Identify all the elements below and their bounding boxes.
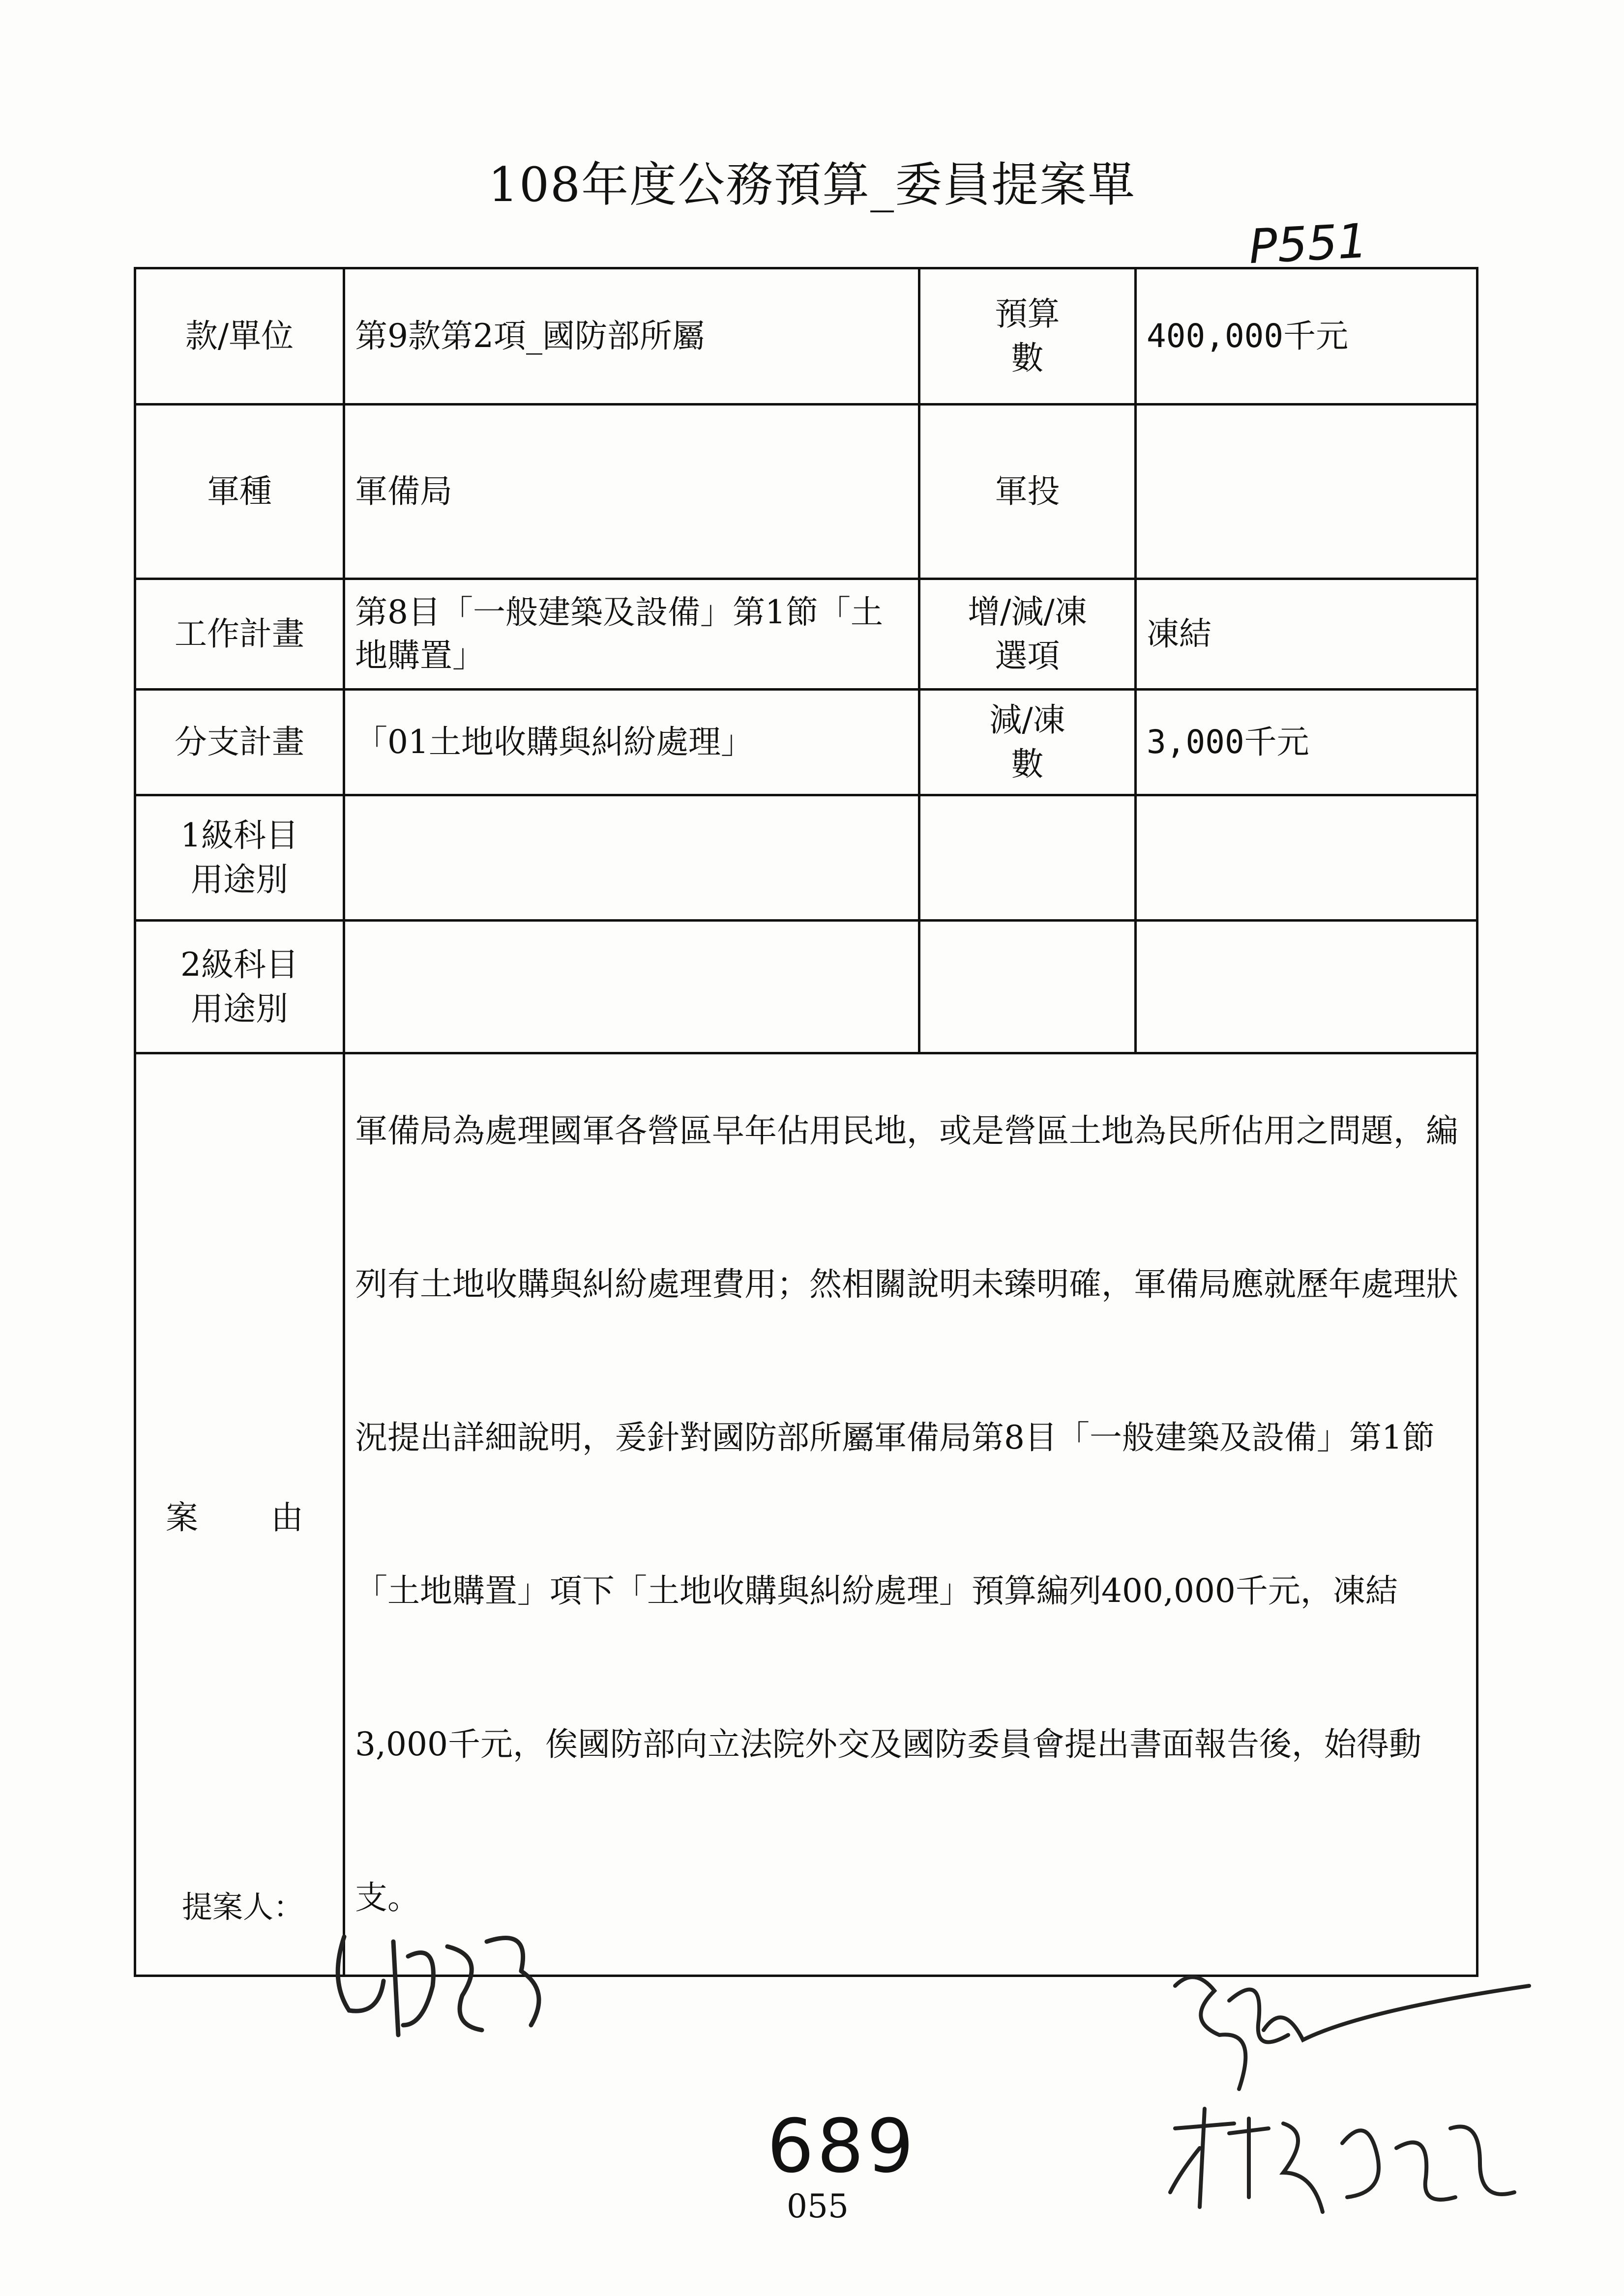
form-row <box>135 921 1477 1053</box>
row-label: 1級科目 用途別 <box>135 795 344 921</box>
proposal-form-table <box>134 267 1478 1977</box>
form-row <box>135 795 1477 921</box>
right-label <box>919 921 1136 1053</box>
handwritten-reference: P551 <box>1247 213 1369 275</box>
reason-row <box>135 1053 1477 1976</box>
right-value <box>1136 921 1477 1053</box>
right-value <box>1136 405 1477 579</box>
reason-label <box>135 1053 344 1976</box>
signature-1 <box>325 1897 570 2045</box>
right-label: 預算 數 <box>919 268 1136 405</box>
right-value: 3,000千元 <box>1136 690 1477 795</box>
right-label: 增/減/凍 選項 <box>919 579 1136 690</box>
right-value: 凍結 <box>1136 579 1477 690</box>
reason-text: 軍備局為處理國軍各營區早年佔用民地，或是營區土地為民所佔用之問題，編列有土地收購與糾紛處理費用；然相關說明未臻明確，軍備局應就歷年處理狀況提出詳細說明，爰針對國防部所屬軍備局第8目「一般建築及設備」第1節「土地購置」項下「土地收購與糾紛處理」預算編列400,000千元，凍結3,000千元，俟國防部向立法院外交及國防委員會提出書面報告後，始得動支。 <box>344 1053 1477 1976</box>
right-label: 軍投 <box>919 405 1136 579</box>
row-value: 「01土地收購與糾紛處理」 <box>344 690 919 795</box>
right-label <box>919 795 1136 921</box>
signature-3 <box>1165 2089 1568 2237</box>
row-value: 軍備局 <box>344 405 919 579</box>
row-value: 第9款第2項_國防部所屬 <box>344 268 919 405</box>
reason-label-left: 案 <box>166 1498 198 1537</box>
proposer-label: 提案人： <box>182 1889 304 1925</box>
row-label: 分支計畫 <box>135 690 344 795</box>
row-label: 工作計畫 <box>135 579 344 690</box>
form-row <box>135 690 1477 795</box>
right-value <box>1136 795 1477 921</box>
form-row <box>135 405 1477 579</box>
row-label: 款/單位 <box>135 268 344 405</box>
row-value <box>344 795 919 921</box>
signature-2 <box>1155 1956 1559 2104</box>
row-label: 軍種 <box>135 405 344 579</box>
document-title: 108年度公務預算_委員提案單 <box>488 157 1136 212</box>
row-value: 第8目「一般建築及設備」第1節「土地購置」 <box>344 579 919 690</box>
right-label: 減/凍 數 <box>919 690 1136 795</box>
row-value <box>344 921 919 1053</box>
printed-page-number: 055 <box>787 2187 849 2225</box>
row-label: 2級科目 用途別 <box>135 921 344 1053</box>
reason-label-right: 由 <box>271 1498 303 1537</box>
form-row <box>135 268 1477 405</box>
form-row <box>135 579 1477 690</box>
right-value: 400,000千元 <box>1136 268 1477 405</box>
handwritten-page-number: 689 <box>767 2104 917 2189</box>
